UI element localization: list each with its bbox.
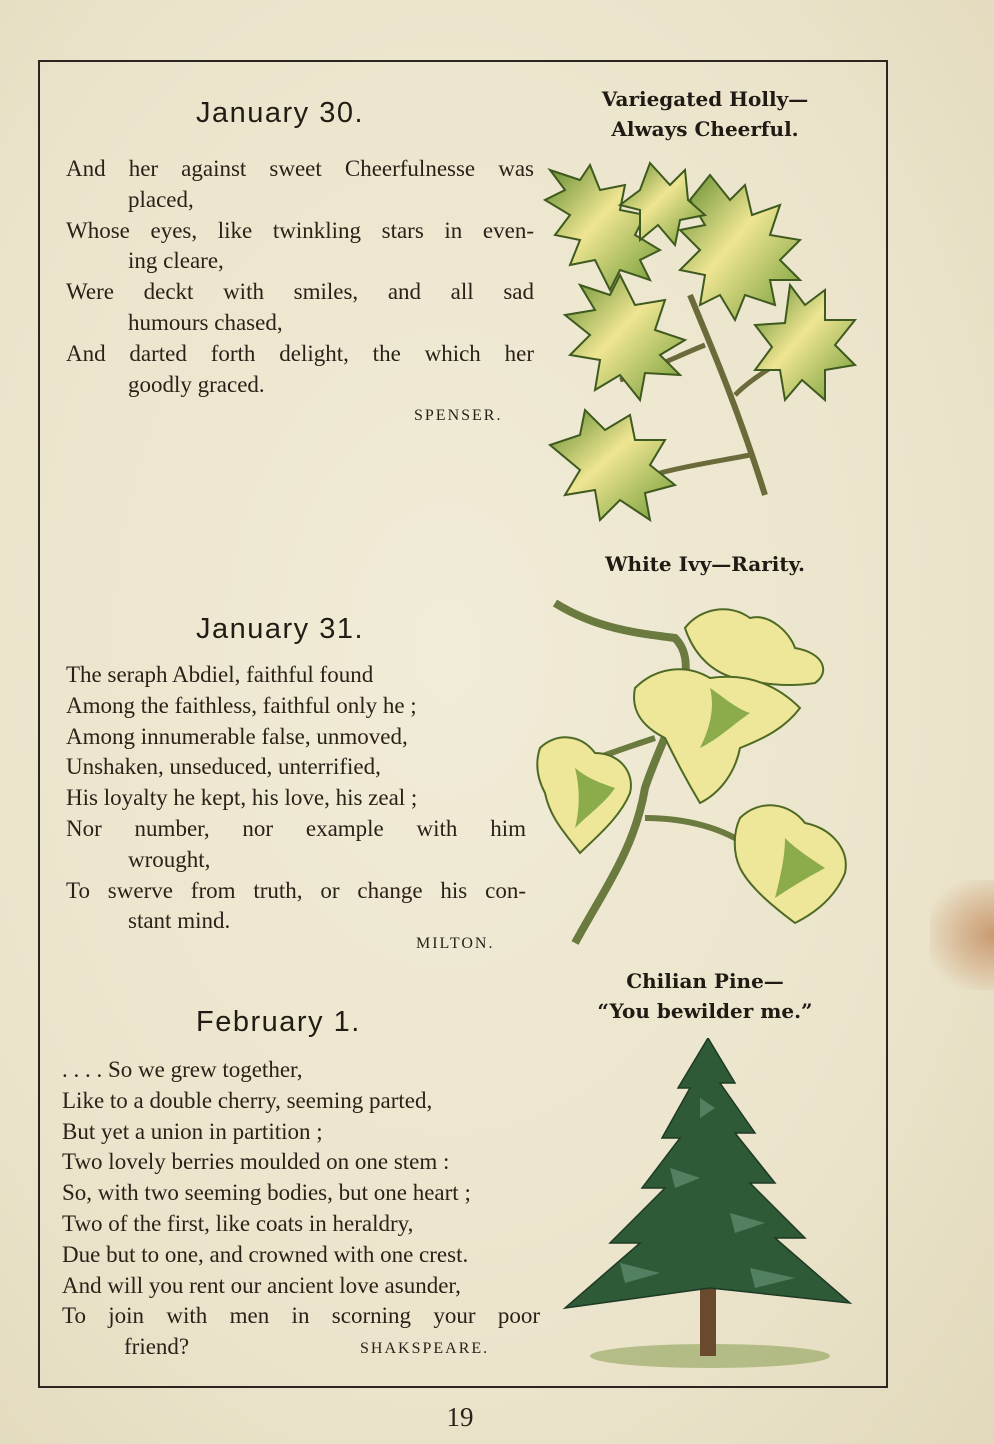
verse-line: To swerve from truth, or change his con- bbox=[66, 877, 526, 903]
poem-verse bbox=[66, 660, 526, 937]
holly-branch bbox=[660, 455, 750, 473]
verse-line: And darted forth delight, the which her bbox=[66, 340, 534, 366]
verse-line: To join with men in scorning your poor bbox=[62, 1303, 540, 1329]
verse-line: friend? bbox=[124, 1334, 190, 1360]
verse-line: humours chased, bbox=[128, 309, 283, 335]
white-ivy-illustration bbox=[535, 588, 855, 948]
holly-leaf bbox=[550, 410, 675, 520]
caption-line: Variegated Holly— bbox=[601, 87, 809, 111]
verse-line: The seraph Abdiel, faithful found bbox=[66, 662, 374, 687]
verse-line: Two of the first, like coats in heraldry, bbox=[62, 1210, 414, 1236]
author-attribution: SPENSER. bbox=[414, 407, 503, 424]
page-number: 19 bbox=[446, 1402, 474, 1432]
verse-line: And will you rent our ancient love asunder, bbox=[62, 1272, 461, 1298]
verse-line: Like to a double cherry, seeming parted, bbox=[62, 1087, 433, 1113]
page-edge-stain bbox=[930, 880, 994, 990]
caption-line: Always Cheerful. bbox=[611, 117, 799, 141]
verse-line: ing cleare, bbox=[128, 248, 224, 274]
plate-caption bbox=[560, 549, 850, 579]
entry-date-heading: February 1. bbox=[196, 1006, 361, 1038]
verse-line: Among innumerable false, unmoved, bbox=[66, 723, 408, 749]
verse-line: placed, bbox=[128, 186, 194, 212]
entry-date-heading: January 31. bbox=[196, 613, 365, 645]
verse-line: Were deckt with smiles, and all sad bbox=[66, 279, 534, 305]
ivy-leaf bbox=[685, 609, 823, 685]
verse-line: goodly graced. bbox=[128, 371, 265, 397]
poem-verse bbox=[66, 154, 534, 400]
plate-caption bbox=[560, 966, 850, 1026]
verse-line: So, with two seeming bodies, but one heart ; bbox=[62, 1180, 471, 1206]
caption-line: “You bewilder me.” bbox=[597, 999, 813, 1023]
entry-date-heading: January 30. bbox=[196, 97, 365, 129]
author-attribution: SHAKSPEARE. bbox=[360, 1340, 490, 1357]
variegated-holly-illustration bbox=[540, 155, 860, 525]
verse-line: . . . . So we grew together, bbox=[62, 1057, 303, 1082]
verse-line: But yet a union in partition ; bbox=[62, 1118, 323, 1144]
plate-caption bbox=[560, 84, 850, 144]
poem-verse bbox=[62, 1055, 540, 1363]
holly-leaf bbox=[680, 175, 800, 320]
verse-line: Whose eyes, like twinkling stars in even- bbox=[66, 217, 534, 243]
verse-line: And her against sweet Cheerfulnesse was bbox=[66, 156, 534, 181]
caption-line: White Ivy—Rarity. bbox=[605, 552, 805, 576]
verse-line: wrought, bbox=[128, 846, 211, 872]
verse-line: Two lovely berries moulded on one stem : bbox=[62, 1149, 450, 1175]
author-attribution: MILTON. bbox=[416, 935, 495, 952]
verse-line: Nor number, nor example with him bbox=[66, 815, 526, 841]
verse-line: stant mind. bbox=[128, 908, 231, 934]
verse-line: Among the faithless, faithful only he ; bbox=[66, 692, 417, 718]
holly-leaf bbox=[565, 275, 685, 400]
caption-line: Chilian Pine— bbox=[626, 969, 784, 993]
verse-line: Due but to one, and crowned with one crest. bbox=[62, 1241, 469, 1267]
pine-foliage bbox=[565, 1038, 850, 1308]
verse-line: His loyalty he kept, his love, his zeal ; bbox=[66, 785, 418, 811]
chilian-pine-illustration bbox=[550, 1038, 860, 1368]
verse-line: Unshaken, unseduced, unterrified, bbox=[66, 754, 381, 780]
